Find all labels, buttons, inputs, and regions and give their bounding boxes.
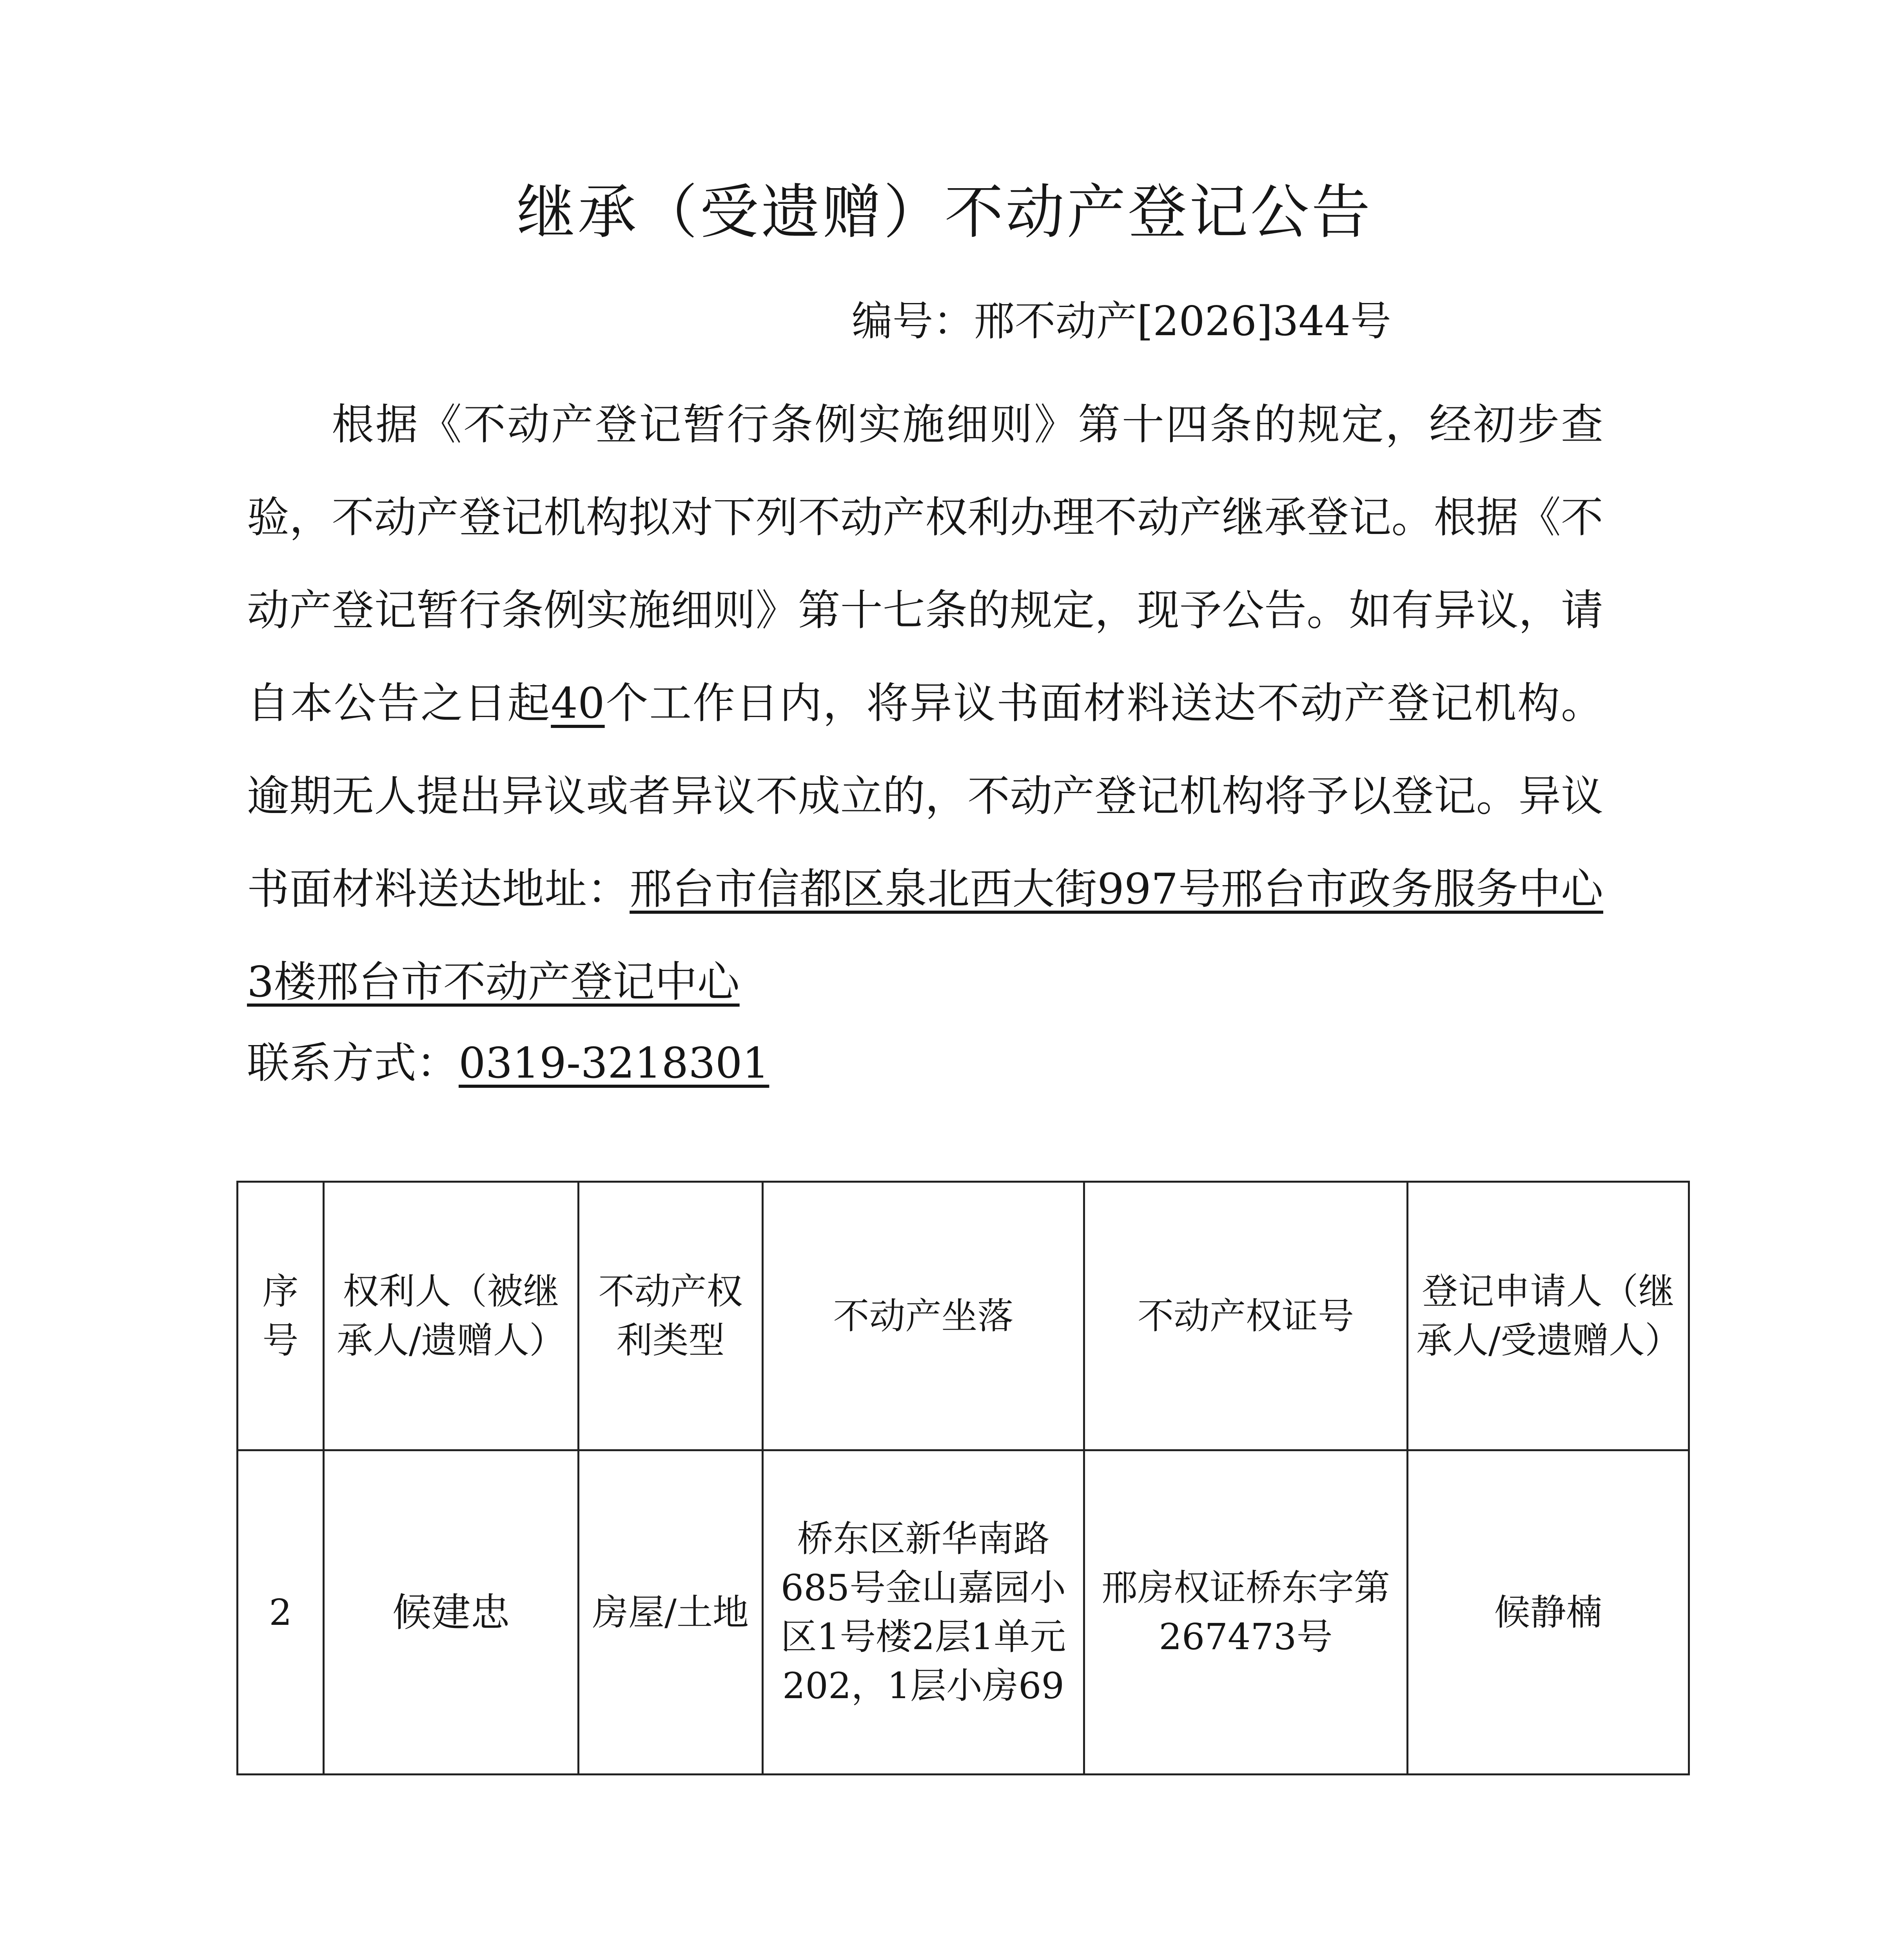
header-certificate-no: 不动产权证号 (1084, 1182, 1408, 1450)
header-seq: 序号 (238, 1182, 324, 1450)
cell-right-holder: 候建忠 (324, 1450, 579, 1775)
body-paragraph (247, 378, 1603, 1029)
objection-days: 40 (551, 679, 605, 728)
table-header-row (238, 1182, 1689, 1450)
cell-seq: 2 (238, 1450, 324, 1775)
notice-body (247, 378, 1603, 1029)
header-right-type: 不动产权利类型 (579, 1182, 763, 1450)
document-number: 编号：邢不动产[2026]344号 (851, 297, 1391, 345)
body-intro: 根据《不动产登记暂行条例实施细则》第十四条的规定，经初步查验，不动产登记机构拟对下列不动产权利办理不动产继承登记。根据《不动产登记暂行条例实施细则》第十七条的规定，现予公告。如有异议，请自本公告之日起 (247, 400, 1603, 728)
header-applicant: 登记申请人（继承人/受遗赠人） (1408, 1182, 1689, 1450)
body-after-days: 个工作日内，将异议书面材料送达不动产登记机构。逾期无人提出异议或者异议不成立的，不动产登记机构将予以登记。异议书面材料送达地址： (247, 679, 1603, 914)
registration-table (236, 1181, 1690, 1775)
cell-certificate-no: 邢房权证桥东字第267473号 (1084, 1450, 1408, 1775)
cell-location: 桥东区新华南路685号金山嘉园小区1号楼2层1单元202，1层小房69 (763, 1450, 1084, 1775)
contact-phone: 0319-3218301 (459, 1039, 769, 1088)
cell-applicant: 候静楠 (1408, 1450, 1689, 1775)
notice-title: 继承（受遗赠）不动产登记公告 (516, 178, 1373, 247)
header-right-holder: 权利人（被继承人/遗赠人） (324, 1182, 579, 1450)
objection-address: 邢台市信都区泉北西大街997号邢台市政务服务中心3楼邢台市不动产登记中心 (247, 865, 1603, 1007)
contact-label: 联系方式： (247, 1039, 459, 1088)
contact-line (247, 1029, 769, 1090)
header-location: 不动产坐落 (763, 1182, 1084, 1450)
cell-right-type: 房屋/土地 (579, 1450, 763, 1775)
table-row (238, 1450, 1689, 1775)
